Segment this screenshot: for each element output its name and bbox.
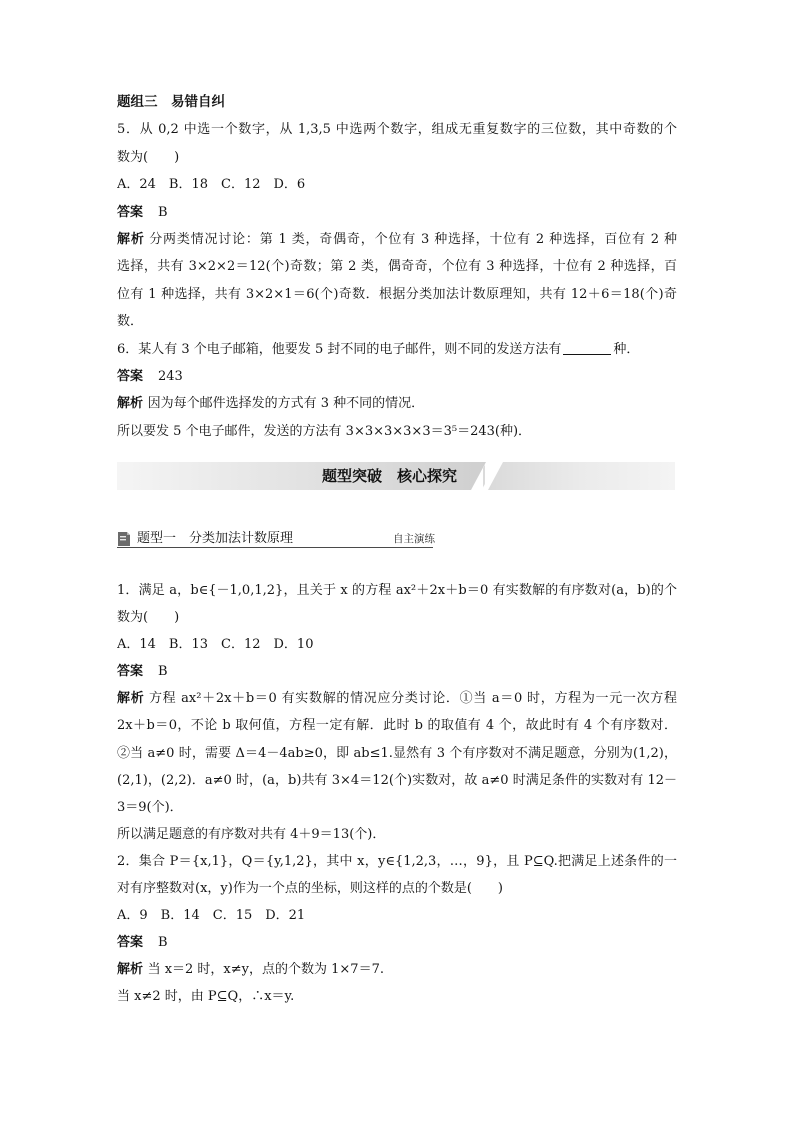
q6-analysis-text: 因为每个邮件选择发的方式有 3 种不同的情况． <box>147 396 425 412</box>
q6-stem-line <box>117 336 677 363</box>
q6-analysis-line: 所以要发 5 个电子邮件，发送的方法有 3×3×3×3×3＝3⁵＝243(种)． <box>117 423 532 439</box>
q1-analysis-line: 3＝9(个)． <box>117 799 183 815</box>
q1-analysis-line: 所以满足题意的有序数对共有 4＋9＝13(个)． <box>117 826 386 842</box>
section-header <box>117 530 433 548</box>
answer-label: 答案 <box>117 204 144 220</box>
q1-analysis-text: 方程 ax²＋2x＋b＝0 有实数解的情况应分类讨论．①当 a＝0 时，方程为一元一次方程 <box>148 691 677 707</box>
q2-answer: B <box>157 935 168 951</box>
q1-analysis-line <box>117 685 677 712</box>
q1-analysis-line: 2x＋b＝0，不论 b 取何值，方程一定有解．此时 b 的取值有 4 个，故此时有 4 个有序数对． <box>117 718 677 734</box>
q1-answer-line <box>117 658 677 685</box>
bookmark-icon <box>117 531 131 547</box>
q1-analysis-line: ②当 a≠0 时，需要 Δ＝4－4ab≥0，即 ab≤1.显然有 3 个有序数对不满足题意，分别为(1,2)， <box>117 745 677 761</box>
q5-analysis-line: 位有 1 种选择，共有 3×2×1＝6(个)奇数．根据分类加法计数原理知，共有 12＋6＝18(个)奇 <box>117 286 677 302</box>
q1-stem-line: 1．满足 a，b∈{－1,0,1,2}，且关于 x 的方程 ax²＋2x＋b＝0 有实数解的有序数对(a，b)的个 <box>117 583 677 598</box>
answer-label: 答案 <box>117 368 144 384</box>
q5-stem-line: 数为( ) <box>117 149 180 165</box>
q5-analysis-line <box>117 226 677 253</box>
q5-analysis-line: 选择，共有 3×2×2＝12(个)奇数；第 2 类，偶奇奇，个位有 3 种选择，十位有 2 种选择，百 <box>117 259 677 275</box>
q5-stem-line: 5．从 0,2 中选一个数字，从 1,3,5 中选两个数字，组成无重复数字的三位数，其中奇数的个 <box>117 122 677 138</box>
group-title: 题组三 易错自纠 <box>117 94 225 110</box>
q2-options: A．9 B．14 C．15 D．21 <box>117 908 306 924</box>
q2-stem-line: 2．集合 P＝{x,1}，Q＝{y,1,2}，其中 x，y∈{1,2,3，…，9}，且 P⊆Q.把满足上述条件的一 <box>117 853 677 869</box>
banner-title: 题型突破 核心探究 <box>322 467 458 485</box>
section-tag: 自主演练 <box>393 533 435 545</box>
q6-answer: 243 <box>157 368 183 384</box>
group3-section <box>117 89 677 445</box>
q6-analysis-line <box>117 390 677 417</box>
q5-analysis-line: 数． <box>117 314 144 330</box>
analysis-label: 解析 <box>117 231 145 247</box>
q5-answer: B <box>157 204 168 220</box>
q5-analysis-text: 分两类情况讨论：第 1 类，奇偶奇，个位有 3 种选择，十位有 2 种选择，百位有 2 种 <box>149 231 677 247</box>
q1-answer: B <box>157 664 168 680</box>
q1-analysis-line: (2,1)，(2,2)．a≠0 时，(a，b)共有 3×4＝12(个)实数对，故 a≠0 时满足条件的实数对有 12－ <box>117 772 677 788</box>
analysis-label: 解析 <box>117 962 144 978</box>
q1-options: A．14 B．13 C．12 D．10 <box>117 637 314 653</box>
q6-stem-text: 6．某人有 3 个电子邮箱，他要发 5 封不同的电子邮件，则不同的发送方法有 <box>117 341 562 357</box>
q6-stem-text: 种． <box>613 341 640 357</box>
q5-options: A．24 B．18 C．12 D．6 <box>117 177 306 193</box>
q2-analysis-text: 当 x＝2 时，x≠y，点的个数为 1×7＝7. <box>147 962 384 978</box>
answer-label: 答案 <box>117 935 144 951</box>
q2-analysis-line <box>117 956 677 983</box>
analysis-label: 解析 <box>117 396 144 412</box>
q6-answer-line <box>117 363 677 390</box>
q5-answer-line <box>117 199 677 226</box>
analysis-label: 解析 <box>117 691 145 707</box>
q2-stem-line: 对有序整数对(x，y)作为一个点的坐标，则这样的点的个数是( ) <box>117 881 503 897</box>
banner-band-right <box>488 462 675 490</box>
fill-in-blank <box>563 341 611 355</box>
q1-stem-line: 数为( ) <box>117 610 180 626</box>
q2-analysis-line: 当 x≠2 时，由 P⊆Q，∴x＝y. <box>117 989 295 1005</box>
section-title: 题型一 分类加法计数原理 <box>137 531 294 546</box>
q2-answer-line <box>117 929 677 956</box>
type1-section <box>117 577 677 1011</box>
section-banner <box>117 462 675 490</box>
answer-label: 答案 <box>117 664 144 680</box>
